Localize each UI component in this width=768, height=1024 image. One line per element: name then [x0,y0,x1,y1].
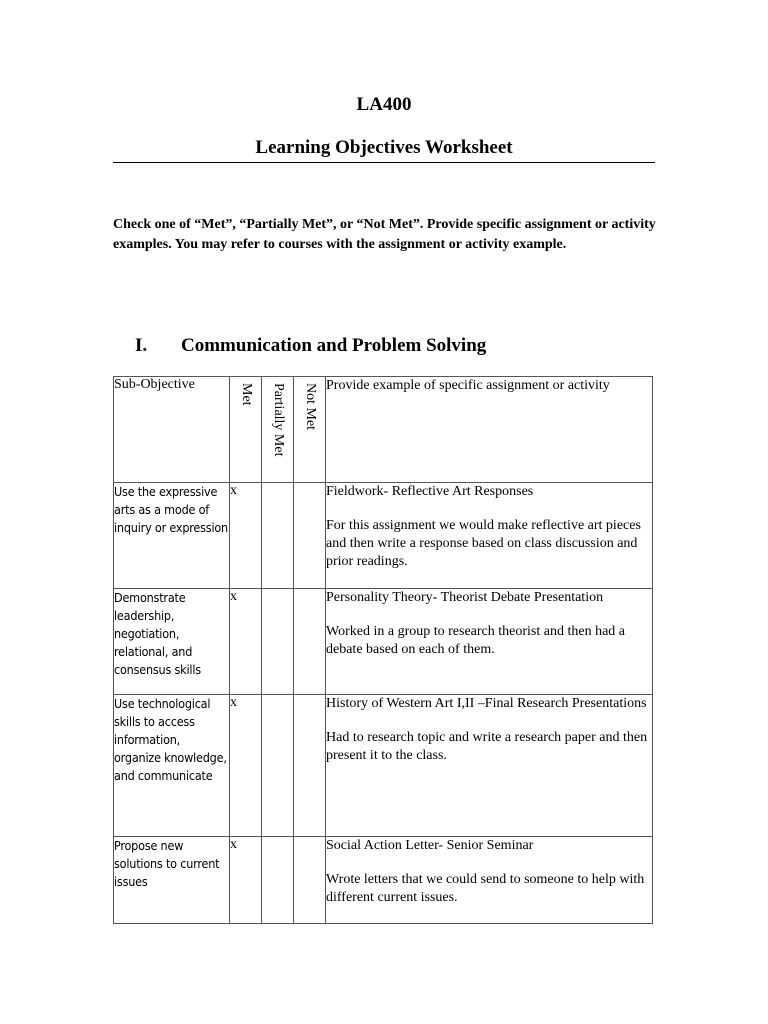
instructions: Check one of “Met”, “Partially Met”, or “Not Met”. Provide specific assignment or activity examples. You may refer to courses with the assignment or activity example. [113,217,656,252]
example-detail: Worked in a group to research theorist and then had a debate based on each of them. [326,624,625,657]
not-met-cell [294,483,326,589]
table-row [114,837,653,924]
example-detail: Had to research topic and write a research paper and then present it to the class. [326,730,648,763]
partially-met-cell [262,483,294,589]
table-header-row [114,377,653,483]
section-heading [135,335,486,357]
example-title: Social Action Letter- Senior Seminar [326,838,534,853]
partially-met-cell [262,837,294,924]
not-met-cell [294,837,326,924]
met-cell: x [230,837,262,924]
sub-objective-cell: Use the expressive arts as a mode of inquiry or expression [114,483,230,589]
header-met-label: Met [239,383,254,406]
sub-objective-cell: Propose new solutions to current issues [114,837,230,924]
section-title: Communication and Problem Solving [181,335,487,356]
example-title: Fieldwork- Reflective Art Responses [326,484,534,499]
objectives-table [113,376,653,924]
example-title: Personality Theory- Theorist Debate Presentation [326,590,604,605]
course-code: LA400 [356,94,412,115]
example-detail: Wrote letters that we could send to someone to help with different current issues. [326,872,645,905]
title-divider [113,162,655,163]
example-cell [326,483,653,589]
partially-met-cell [262,589,294,695]
example-title: History of Western Art I,II –Final Research Presentations [326,696,647,711]
header-partially-met-label: Partially Met [271,383,286,457]
example-detail: For this assignment we would make reflective art pieces and then write a response based on class discussion and prior readings. [326,518,641,569]
header-sub-objective: Sub-Objective [114,377,230,483]
header-partially-met [262,377,294,483]
sub-objective-cell: Demonstrate leadership, negotiation, relational, and consensus skills [114,589,230,695]
header-not-met [294,377,326,483]
met-cell: x [230,695,262,837]
table-row [114,589,653,695]
not-met-cell [294,695,326,837]
header-not-met-label: Not Met [303,383,318,431]
table-row [114,483,653,589]
header-example: Provide example of specific assignment or activity [326,377,653,483]
page-title: Learning Objectives Worksheet [255,137,513,158]
example-cell [326,837,653,924]
section-number: I. [135,335,148,356]
header-met [230,377,262,483]
example-cell [326,589,653,695]
met-cell: x [230,483,262,589]
table-row [114,695,653,837]
not-met-cell [294,589,326,695]
partially-met-cell [262,695,294,837]
met-cell: x [230,589,262,695]
sub-objective-cell: Use technological skills to access information, organize knowledge, and communicate [114,695,230,837]
example-cell [326,695,653,837]
